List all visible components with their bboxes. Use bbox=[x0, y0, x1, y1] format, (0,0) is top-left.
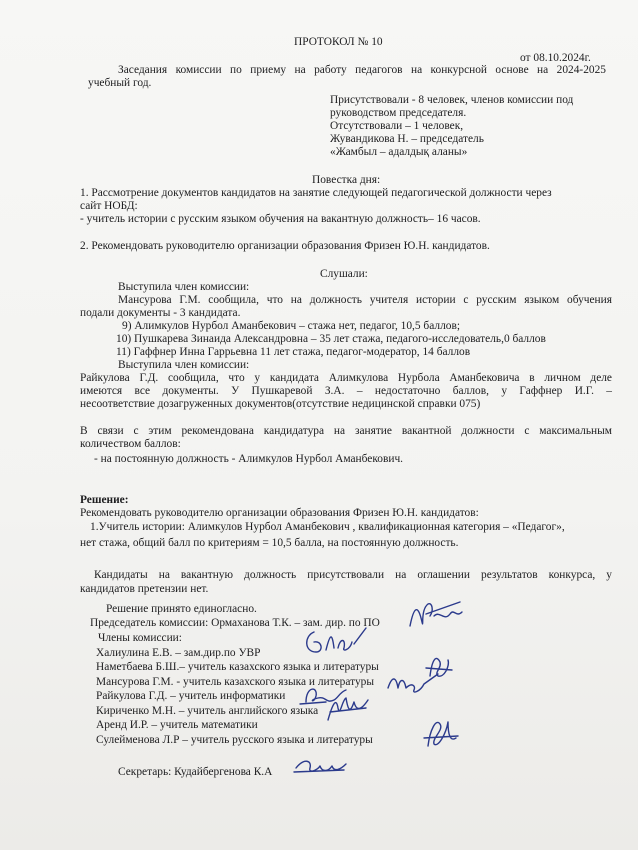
decision-line4: Кандидаты на вакантную должность присутствовали на оглашении результатов конкурса, у bbox=[94, 569, 612, 581]
chair-signature-line: Председатель комиссии: Ормаханова Т.К. – зам. дир. по ПО bbox=[90, 617, 380, 629]
member-2: Наметбаева Б.Ш.– учитель казахского языка и литературы bbox=[96, 661, 379, 673]
recommend-line1: В связи с этим рекомендована кандидатура на занятие вакантной должности с максимальным bbox=[80, 425, 612, 437]
report1-line2: подали документы - 3 кандидата. bbox=[80, 307, 241, 319]
decision-line6: Решение принято единогласно. bbox=[106, 603, 257, 615]
intro-line-2: учебный год. bbox=[88, 77, 152, 89]
member3-signature-mark bbox=[384, 666, 442, 696]
attendance-line-3: Отсутствовали – 1 человек, bbox=[330, 120, 464, 132]
decision-line5: кандидатов претензии нет. bbox=[80, 583, 209, 595]
member-6: Аренд И.Р. – учитель математики bbox=[96, 719, 258, 731]
member5-signature-mark bbox=[322, 690, 374, 726]
decision-line3: нет стажа, общий балл по критериям = 10,5 балла, на постоянную должность. bbox=[80, 537, 459, 549]
member-1: Халиулина Е.В. – зам.дир.по УВР bbox=[96, 647, 261, 659]
speaker-1: Выступила член комиссии: bbox=[118, 281, 250, 293]
decision-heading: Решение: bbox=[80, 494, 129, 506]
agenda-item1-line2: сайт НОБД: bbox=[80, 200, 138, 212]
secretary-signature-mark bbox=[290, 752, 350, 780]
attendance-line-4: Жувандикова Н. – председатель bbox=[330, 133, 484, 145]
report2-line1: Райкулова Г.Д. сообщила, что у кандидата Алимкулова Нурбола Аманбековича в личном деле bbox=[80, 372, 612, 384]
attendance-line-2: руководством председателя. bbox=[330, 107, 467, 119]
decision-line1: Рекомендовать руководителю организации образования Фризен Ю.Н. кандидатов: bbox=[80, 507, 479, 519]
secretary-line: Секретарь: Кудайбергенова К.А bbox=[118, 766, 273, 778]
members-heading: Члены комиссии: bbox=[98, 632, 182, 644]
protocol-title: ПРОТОКОЛ № 10 bbox=[294, 36, 383, 48]
candidate-1: 9) Алимкулов Нурбол Аманбекович – стажа нет, педагог, 10,5 баллов; bbox=[122, 320, 460, 332]
attendance-line-1: Присутствовали - 8 человек, членов комиссии под bbox=[330, 94, 574, 106]
report2-line3: несоответствие дозагруженных документов(отсутствие недицинской справки 075) bbox=[80, 398, 481, 410]
hearing-heading: Слушали: bbox=[320, 268, 368, 280]
member-7: Сулейменова Л.Р – учитель русского языка и литературы bbox=[96, 734, 373, 746]
agenda-item2: 2. Рекомендовать руководителю организации образования Фризен Ю.Н. кандидатов. bbox=[80, 240, 490, 252]
chair-signature-mark bbox=[404, 596, 466, 636]
member-5: Кириченко М.Н. – учитель английского языка bbox=[96, 705, 319, 717]
candidate-2: 10) Пушкарева Зинаида Александровна – 35 лет стажа, педагого-исследователь,0 баллов bbox=[116, 333, 546, 345]
protocol-date: от 08.10.2024г. bbox=[520, 52, 591, 64]
intro-line-1: Заседания комиссии по приему на работу педагогов на конкурсной основе на 2024-2025 bbox=[118, 64, 606, 76]
agenda-item1-line1: 1. Рассмотрение документов кандидатов на занятие следующей педагогической должности через bbox=[80, 187, 552, 199]
candidate-3: 11) Гаффнер Инна Гаррьевна 11 лет стажа, педагог-модератор, 14 баллов bbox=[116, 346, 471, 358]
attendance-line-5: «Жамбыл – адалдық аланы» bbox=[330, 146, 468, 158]
recommend-line2: количеством баллов: bbox=[80, 438, 181, 450]
member7-signature-mark bbox=[418, 712, 464, 754]
agenda-item1-line3: - учитель истории с русским языком обучения на вакантную должность– 16 часов. bbox=[80, 213, 481, 225]
member1-signature-mark bbox=[300, 622, 370, 658]
member-3: Мансурова Г.М. - учитель казахского языка и литературы bbox=[96, 676, 375, 688]
report1-line1: Мансурова Г.М. сообщила, что на должность учителя истории с русским языком обучения bbox=[118, 294, 612, 306]
agenda-heading: Повестка дня: bbox=[312, 174, 381, 186]
report2-line2: имеются все документы. У Пушкаревой З.А. – недостаточно баллов, у Гаффнер И.Г. – bbox=[80, 385, 612, 397]
speaker-2: Выступила член комиссии: bbox=[118, 359, 250, 371]
decision-line2: 1.Учитель истории: Алимкулов Нурбол Аманбекович , квалификационная категория – «Педагог», bbox=[90, 521, 565, 533]
recommend-line3: - на постоянную должность - Алимкулов Нурбол Аманбекович. bbox=[94, 453, 404, 465]
member-4: Райкулова Г.Д. – учитель информатики bbox=[96, 690, 286, 702]
